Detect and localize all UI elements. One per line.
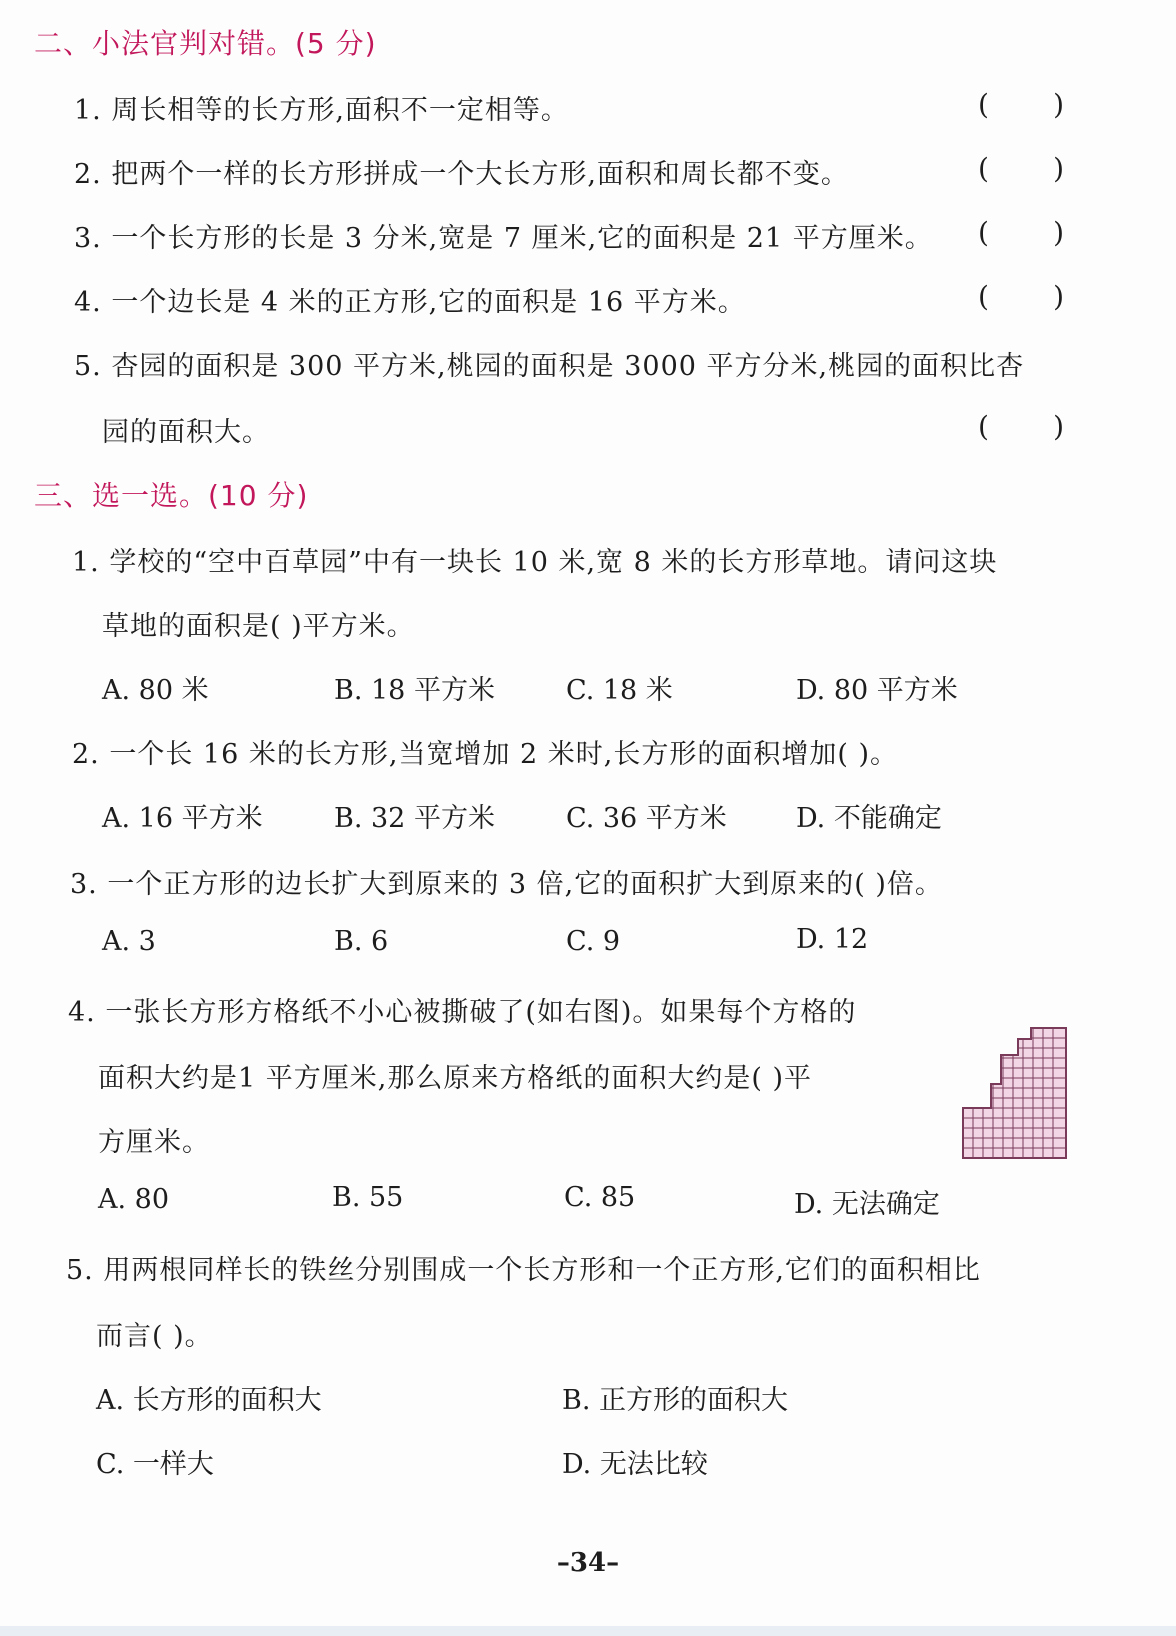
choice-q4-line2: 面积大约是1 平方厘米,那么原来方格纸的面积大约是( )平 — [98, 1063, 812, 1094]
choice-q2-option-b[interactable]: B. 32 平方米 — [334, 803, 495, 834]
choice-q1-option-c[interactable]: C. 18 米 — [566, 675, 673, 706]
judge-item-5-line1: 5. 杏园的面积是 300 平方米,桃园的面积是 3000 平方分米,桃园的面积比杏 — [74, 351, 1025, 382]
choice-q5-line1: 5. 用两根同样长的铁丝分别围成一个长方形和一个正方形,它们的面积相比 — [66, 1255, 981, 1286]
judge-item-4: 4. 一个边长是 4 米的正方形,它的面积是 16 平方米。 — [74, 287, 746, 318]
judge-item-2: 2. 把两个一样的长方形拼成一个大长方形,面积和周长都不变。 — [74, 159, 849, 190]
choice-q4-line3: 方厘米。 — [98, 1127, 210, 1158]
choice-q1-option-b[interactable]: B. 18 平方米 — [334, 675, 495, 706]
choice-q3-option-d[interactable]: D. 12 — [796, 924, 869, 955]
choice-q3-line1: 3. 一个正方形的边长扩大到原来的 3 倍,它的面积扩大到原来的( )倍。 — [70, 869, 943, 900]
choice-q3-option-c[interactable]: C. 9 — [566, 926, 621, 957]
choice-q5-option-c[interactable]: C. 一样大 — [96, 1449, 214, 1480]
scan-edge — [0, 1626, 1176, 1636]
answer-blank-1[interactable]: ( ) — [978, 88, 1064, 121]
choice-q2-option-a[interactable]: A. 16 平方米 — [102, 803, 263, 834]
section-title-choose: 三、选一选。(10 分) — [34, 479, 309, 512]
choice-q3-option-b[interactable]: B. 6 — [334, 926, 389, 957]
section-title-judge: 二、小法官判对错。(5 分) — [34, 27, 377, 60]
choice-q5-option-b[interactable]: B. 正方形的面积大 — [562, 1385, 789, 1416]
choice-q5-option-d[interactable]: D. 无法比较 — [562, 1449, 708, 1480]
choice-q4-option-b[interactable]: B. 55 — [332, 1182, 404, 1213]
choice-q5-line2: 而言( )。 — [96, 1321, 213, 1352]
choice-q4-option-d[interactable]: D. 无法确定 — [794, 1189, 940, 1220]
choice-q4-option-c[interactable]: C. 85 — [564, 1182, 636, 1213]
answer-blank-4[interactable]: ( ) — [978, 280, 1064, 313]
answer-blank-3[interactable]: ( ) — [978, 216, 1064, 249]
choice-q5-option-a[interactable]: A. 长方形的面积大 — [96, 1385, 322, 1416]
judge-item-1: 1. 周长相等的长方形,面积不一定相等。 — [74, 95, 569, 126]
choice-q2-line1: 2. 一个长 16 米的长方形,当宽增加 2 米时,长方形的面积增加( )。 — [72, 739, 899, 770]
choice-q4-line1: 4. 一张长方形方格纸不小心被撕破了(如右图)。如果每个方格的 — [68, 997, 857, 1028]
torn-grid-paper-figure — [962, 1027, 1072, 1161]
answer-blank-2[interactable]: ( ) — [978, 152, 1064, 185]
choice-q1-line1: 1. 学校的“空中百草园”中有一块长 10 米,宽 8 米的长方形草地。请问这块 — [72, 547, 998, 578]
answer-blank-5[interactable]: ( ) — [978, 410, 1064, 443]
choice-q1-option-a[interactable]: A. 80 米 — [102, 675, 209, 706]
choice-q1-line2: 草地的面积是( )平方米。 — [102, 611, 415, 642]
page-number: –34– — [556, 1548, 620, 1578]
judge-item-5-line2: 园的面积大。 — [102, 417, 270, 448]
choice-q2-option-d[interactable]: D. 不能确定 — [796, 803, 942, 834]
judge-item-3: 3. 一个长方形的长是 3 分米,宽是 7 厘米,它的面积是 21 平方厘米。 — [74, 223, 933, 254]
choice-q3-option-a[interactable]: A. 3 — [102, 926, 156, 957]
choice-q1-option-d[interactable]: D. 80 平方米 — [796, 675, 958, 706]
choice-q4-option-a[interactable]: A. 80 — [98, 1184, 170, 1215]
choice-q2-option-c[interactable]: C. 36 平方米 — [566, 803, 727, 834]
